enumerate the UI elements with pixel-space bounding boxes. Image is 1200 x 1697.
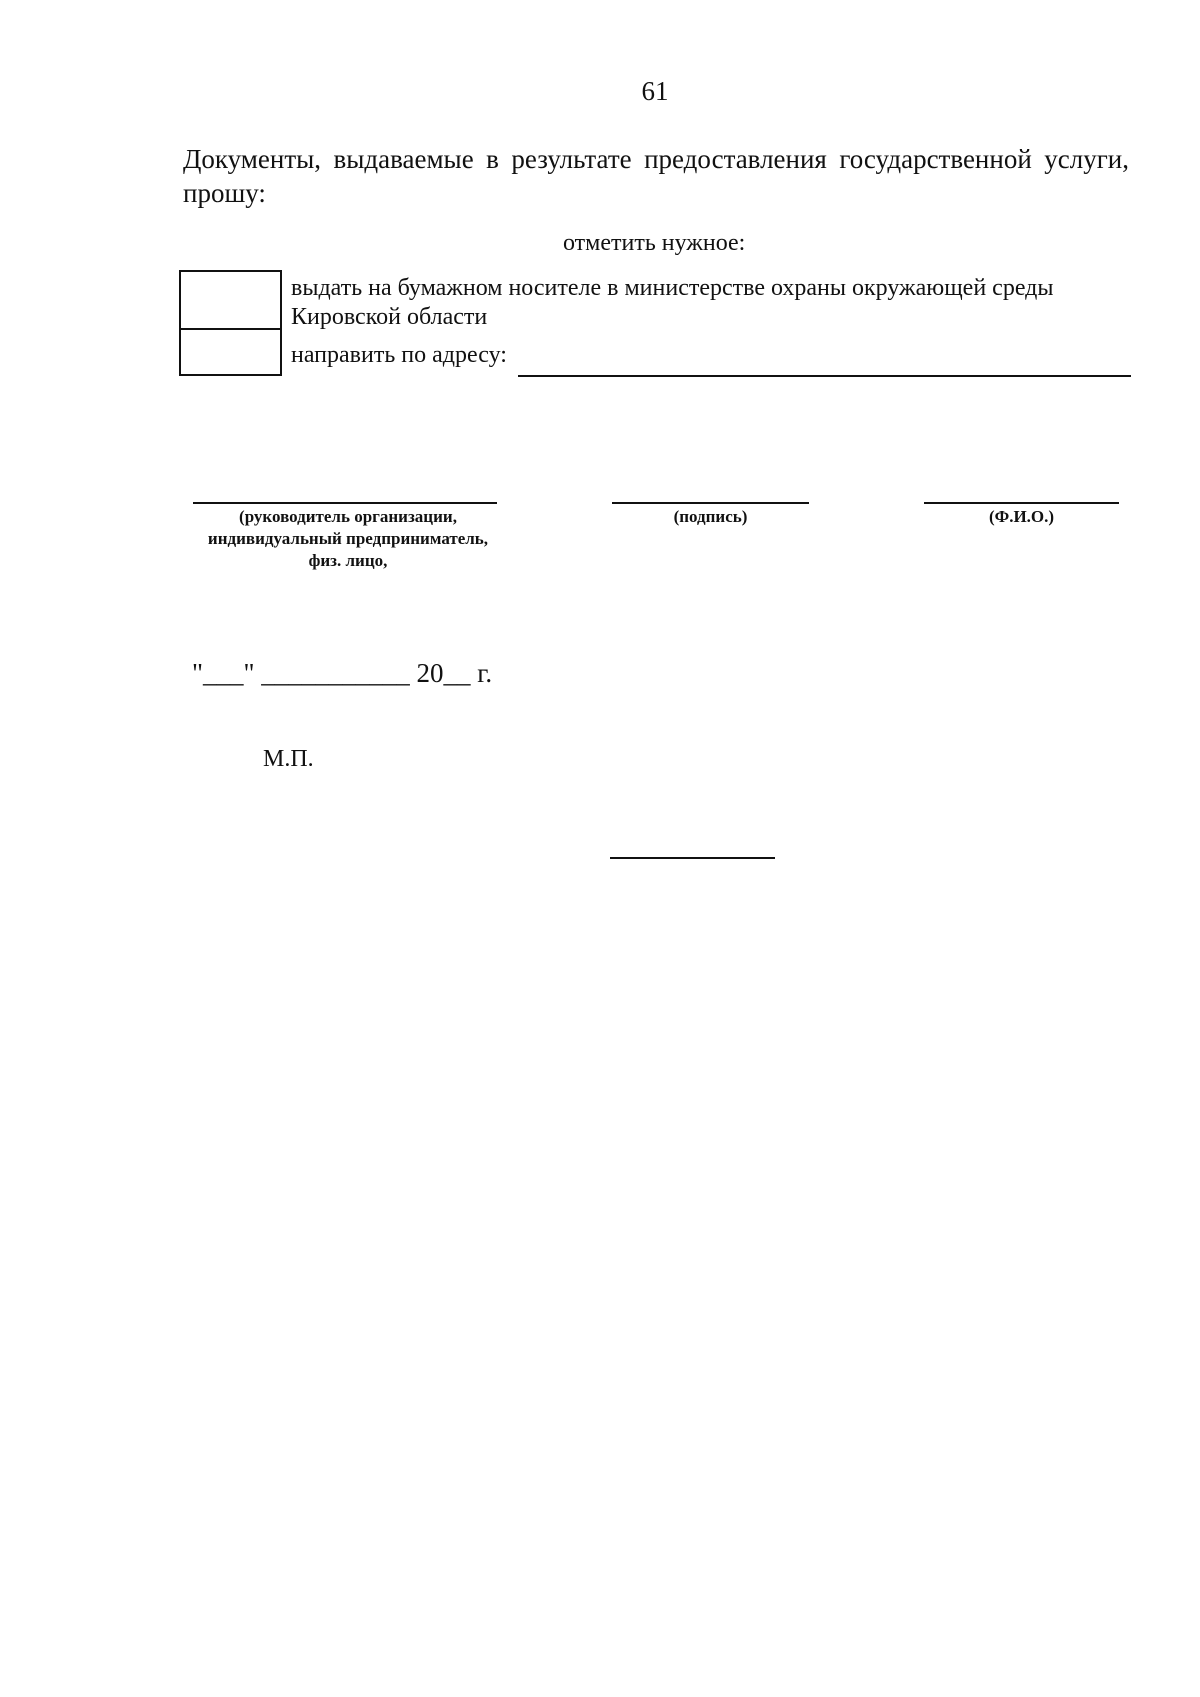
- address-field-line[interactable]: [518, 375, 1131, 377]
- end-separator-line: [610, 857, 775, 859]
- full-name-line[interactable]: [924, 502, 1119, 504]
- head-caption-line-2: индивидуальный предприниматель,: [207, 529, 489, 548]
- checkbox-paper-issue[interactable]: [181, 272, 280, 330]
- date-field[interactable]: "___" ___________ 20__ г.: [192, 658, 493, 688]
- signature-line[interactable]: [612, 502, 809, 504]
- head-caption: [183, 506, 513, 572]
- page-number: 61: [641, 76, 669, 106]
- intro-paragraph: Документы, выдаваемые в результате предоставления государственной услуги, прошу:: [183, 144, 1129, 208]
- signature-caption: (подпись): [673, 507, 748, 526]
- option-send-by-address-label: направить по адресу:: [291, 342, 507, 368]
- head-caption-line-1: (руководитель организации,: [239, 507, 457, 526]
- head-signature-line[interactable]: [193, 502, 497, 504]
- checkbox-send-by-address[interactable]: [181, 330, 280, 376]
- mark-instruction: отметить нужное:: [563, 230, 746, 256]
- full-name-caption: (Ф.И.О.): [988, 507, 1055, 526]
- head-caption-line-3: физ. лицо,: [308, 551, 388, 570]
- stamp-place: М.П.: [263, 746, 314, 772]
- option-paper-issue-label: выдать на бумажном носителе в министерстве охраны окружающей среды Кировской области: [291, 275, 1054, 330]
- options-checkbox-group: [179, 270, 282, 376]
